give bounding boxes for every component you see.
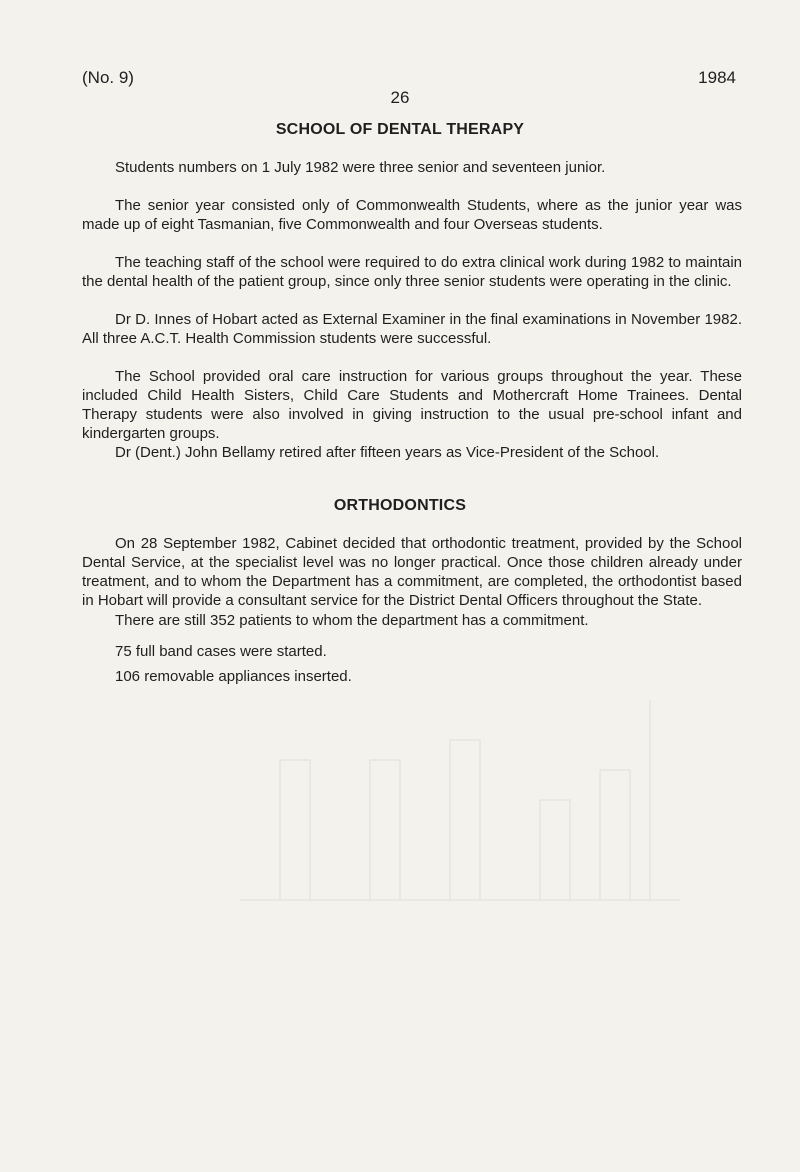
paragraph: The teaching staff of the school were required to do extra clinical work during 1982 to maintain the dental health of the patient group, since only three senior students were operating in the clinic. <box>82 254 742 290</box>
statistic-line: 106 removable appliances inserted. <box>115 668 352 685</box>
paragraph: Dr D. Innes of Hobart acted as External Examiner in the final examinations in November 1982. All three A.C.T. Health Commission students were successful. <box>82 311 742 347</box>
paragraph: Students numbers on 1 July 1982 were three senior and seventeen junior. <box>115 159 606 176</box>
show-through-artifact <box>180 700 700 1160</box>
series-number: (No. 9) <box>82 68 134 87</box>
paragraph: Dr (Dent.) John Bellamy retired after fifteen years as Vice-President of the School. <box>115 444 660 461</box>
section-heading-orthodontics: ORTHODONTICS <box>333 497 467 514</box>
page-number: 26 <box>390 88 410 107</box>
year: 1984 <box>698 68 736 87</box>
paragraph: There are still 352 patients to whom the department has a commitment. <box>115 612 589 629</box>
paragraph: The senior year consisted only of Commonwealth Students, where as the junior year was made up of eight Tasmanian, five Commonwealth and four Overseas students. <box>82 197 742 233</box>
paragraph: On 28 September 1982, Cabinet decided that orthodontic treatment, provided by the School Dental Service, at the specialist level was no longer practical. Once those children already under treatment, and to whom the Department has a commitment, are completed, the orthodontist based in Hobart will provide a consultant service for the District Dental Officers throughout the State. <box>82 535 742 609</box>
paragraph: The School provided oral care instruction for various groups throughout the year. These included Child Health Sisters, Child Care Students and Mothercraft Home Trainees. Dental Therapy students were also involved in giving instruction to the usual pre-school infant and kindergarten groups. <box>82 368 742 442</box>
section-heading-dental-therapy: SCHOOL OF DENTAL THERAPY <box>275 121 525 138</box>
statistic-line: 75 full band cases were started. <box>115 643 327 660</box>
